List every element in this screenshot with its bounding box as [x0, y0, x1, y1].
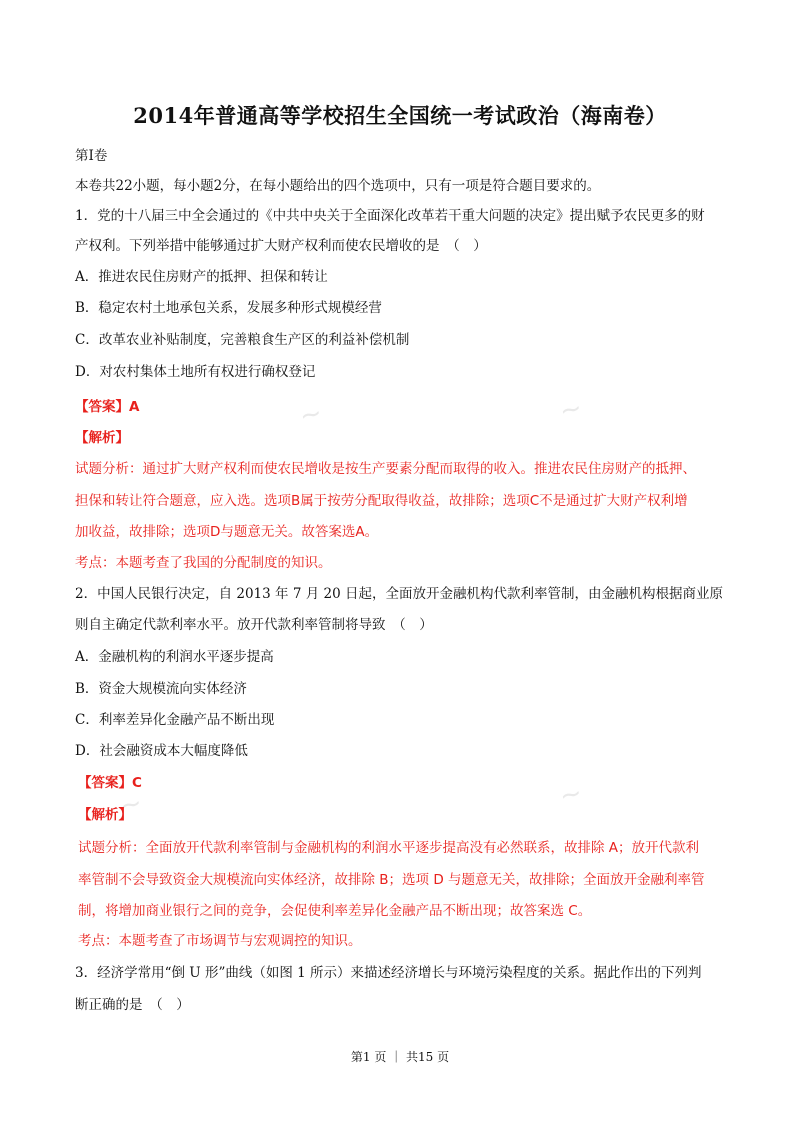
q1-stem-line2: 产权利。下列举措中能够通过扩大财产权利而使农民增收的是 （ ）: [75, 238, 487, 254]
q3-stem-line2: 断正确的是 （ ）: [75, 997, 190, 1013]
q1-option-c: C．改革农业补贴制度，完善粮食生产区的利益补偿机制: [75, 332, 410, 348]
q2-stem-line2: 则自主确定代款利率水平。放开代款利率管制将导致 （ ）: [75, 617, 433, 633]
q2-stem-line1: 2．中国人民银行决定，自 2013 年 7 月 20 日起，全面放开金融机构代款利率管制，由金融机构根据商业原: [75, 586, 723, 602]
q2-analysis-line2: 率管制不会导致资金大规模流向实体经济，故排除 B；选项 D 与题意无关，故排除；全面放开金融利率管: [78, 872, 705, 888]
q1-stem-line1: 1．党的十八届三中全会通过的《中共中央关于全面深化改革若干重大问题的决定》提出赋予农民更多的财: [75, 208, 705, 224]
watermark-logo: ~: [557, 778, 585, 812]
q1-point: 考点：本题考查了我国的分配制度的知识。: [75, 555, 332, 571]
watermark-logo: ~: [297, 398, 325, 432]
watermark-logo: ~: [117, 788, 145, 822]
q1-analysis-line2: 担保和转让符合题意，应入选。选项B属于按劳分配取得收益，故排除；选项C不是通过扩大财产权利增: [75, 493, 688, 509]
exam-title: 2014年普通高等学校招生全国统一考试政治（海南卷）: [133, 103, 667, 128]
q1-option-b: B．稳定农村土地承包关系，发展多种形式规模经营: [75, 300, 382, 316]
q2-option-d: D．社会融资成本大幅度降低: [75, 743, 248, 759]
q1-analysis-line1: 试题分析：通过扩大财产权利而使农民增收是按生产要素分配而取得的收入。推进农民住房财产的抵押、: [75, 461, 696, 477]
page-footer: 第1 页 ｜ 共15 页: [350, 1050, 450, 1064]
q1-analysis-line3: 加收益，故排除；选项D与题意无关。故答案选A。: [75, 524, 379, 540]
q2-analysis-line1: 试题分析：全面放开代款利率管制与金融机构的利润水平逐步提高没有必然联系，故排除 A；放开代款利: [78, 840, 700, 856]
q3-stem-line1: 3．经济学常用“倒 U 形”曲线（如图 1 所示）来描述经济增长与环境污染程度的关系。据此作出的下列判: [75, 965, 702, 981]
q2-option-a: A．金融机构的利润水平逐步提高: [75, 649, 274, 665]
q1-analysis-label: 【解析】: [75, 430, 129, 446]
q2-answer: 【答案】C: [78, 775, 142, 791]
q2-option-b: B．资金大规模流向实体经济: [75, 681, 247, 697]
instructions: 本卷共22小题，每小题2分，在每小题给出的四个选项中，只有一项是符合题目要求的。: [75, 178, 601, 194]
q1-answer: 【答案】A: [75, 399, 140, 415]
q2-analysis-label: 【解析】: [78, 807, 132, 823]
q2-point: 考点：本题考查了市场调节与宏观调控的知识。: [78, 933, 362, 949]
section-label: 第Ⅰ卷: [75, 148, 108, 164]
q1-option-d: D．对农村集体土地所有权进行确权登记: [75, 364, 316, 380]
q1-option-a: A．推进农民住房财产的抵押、担保和转让: [75, 269, 328, 285]
watermark-logo: ~: [557, 393, 585, 427]
q2-analysis-line3: 制，将增加商业银行之间的竞争，会促使利率差异化金融产品不断出现；故答案选 C。: [78, 903, 592, 919]
q2-option-c: C．利率差异化金融产品不断出现: [75, 712, 275, 728]
